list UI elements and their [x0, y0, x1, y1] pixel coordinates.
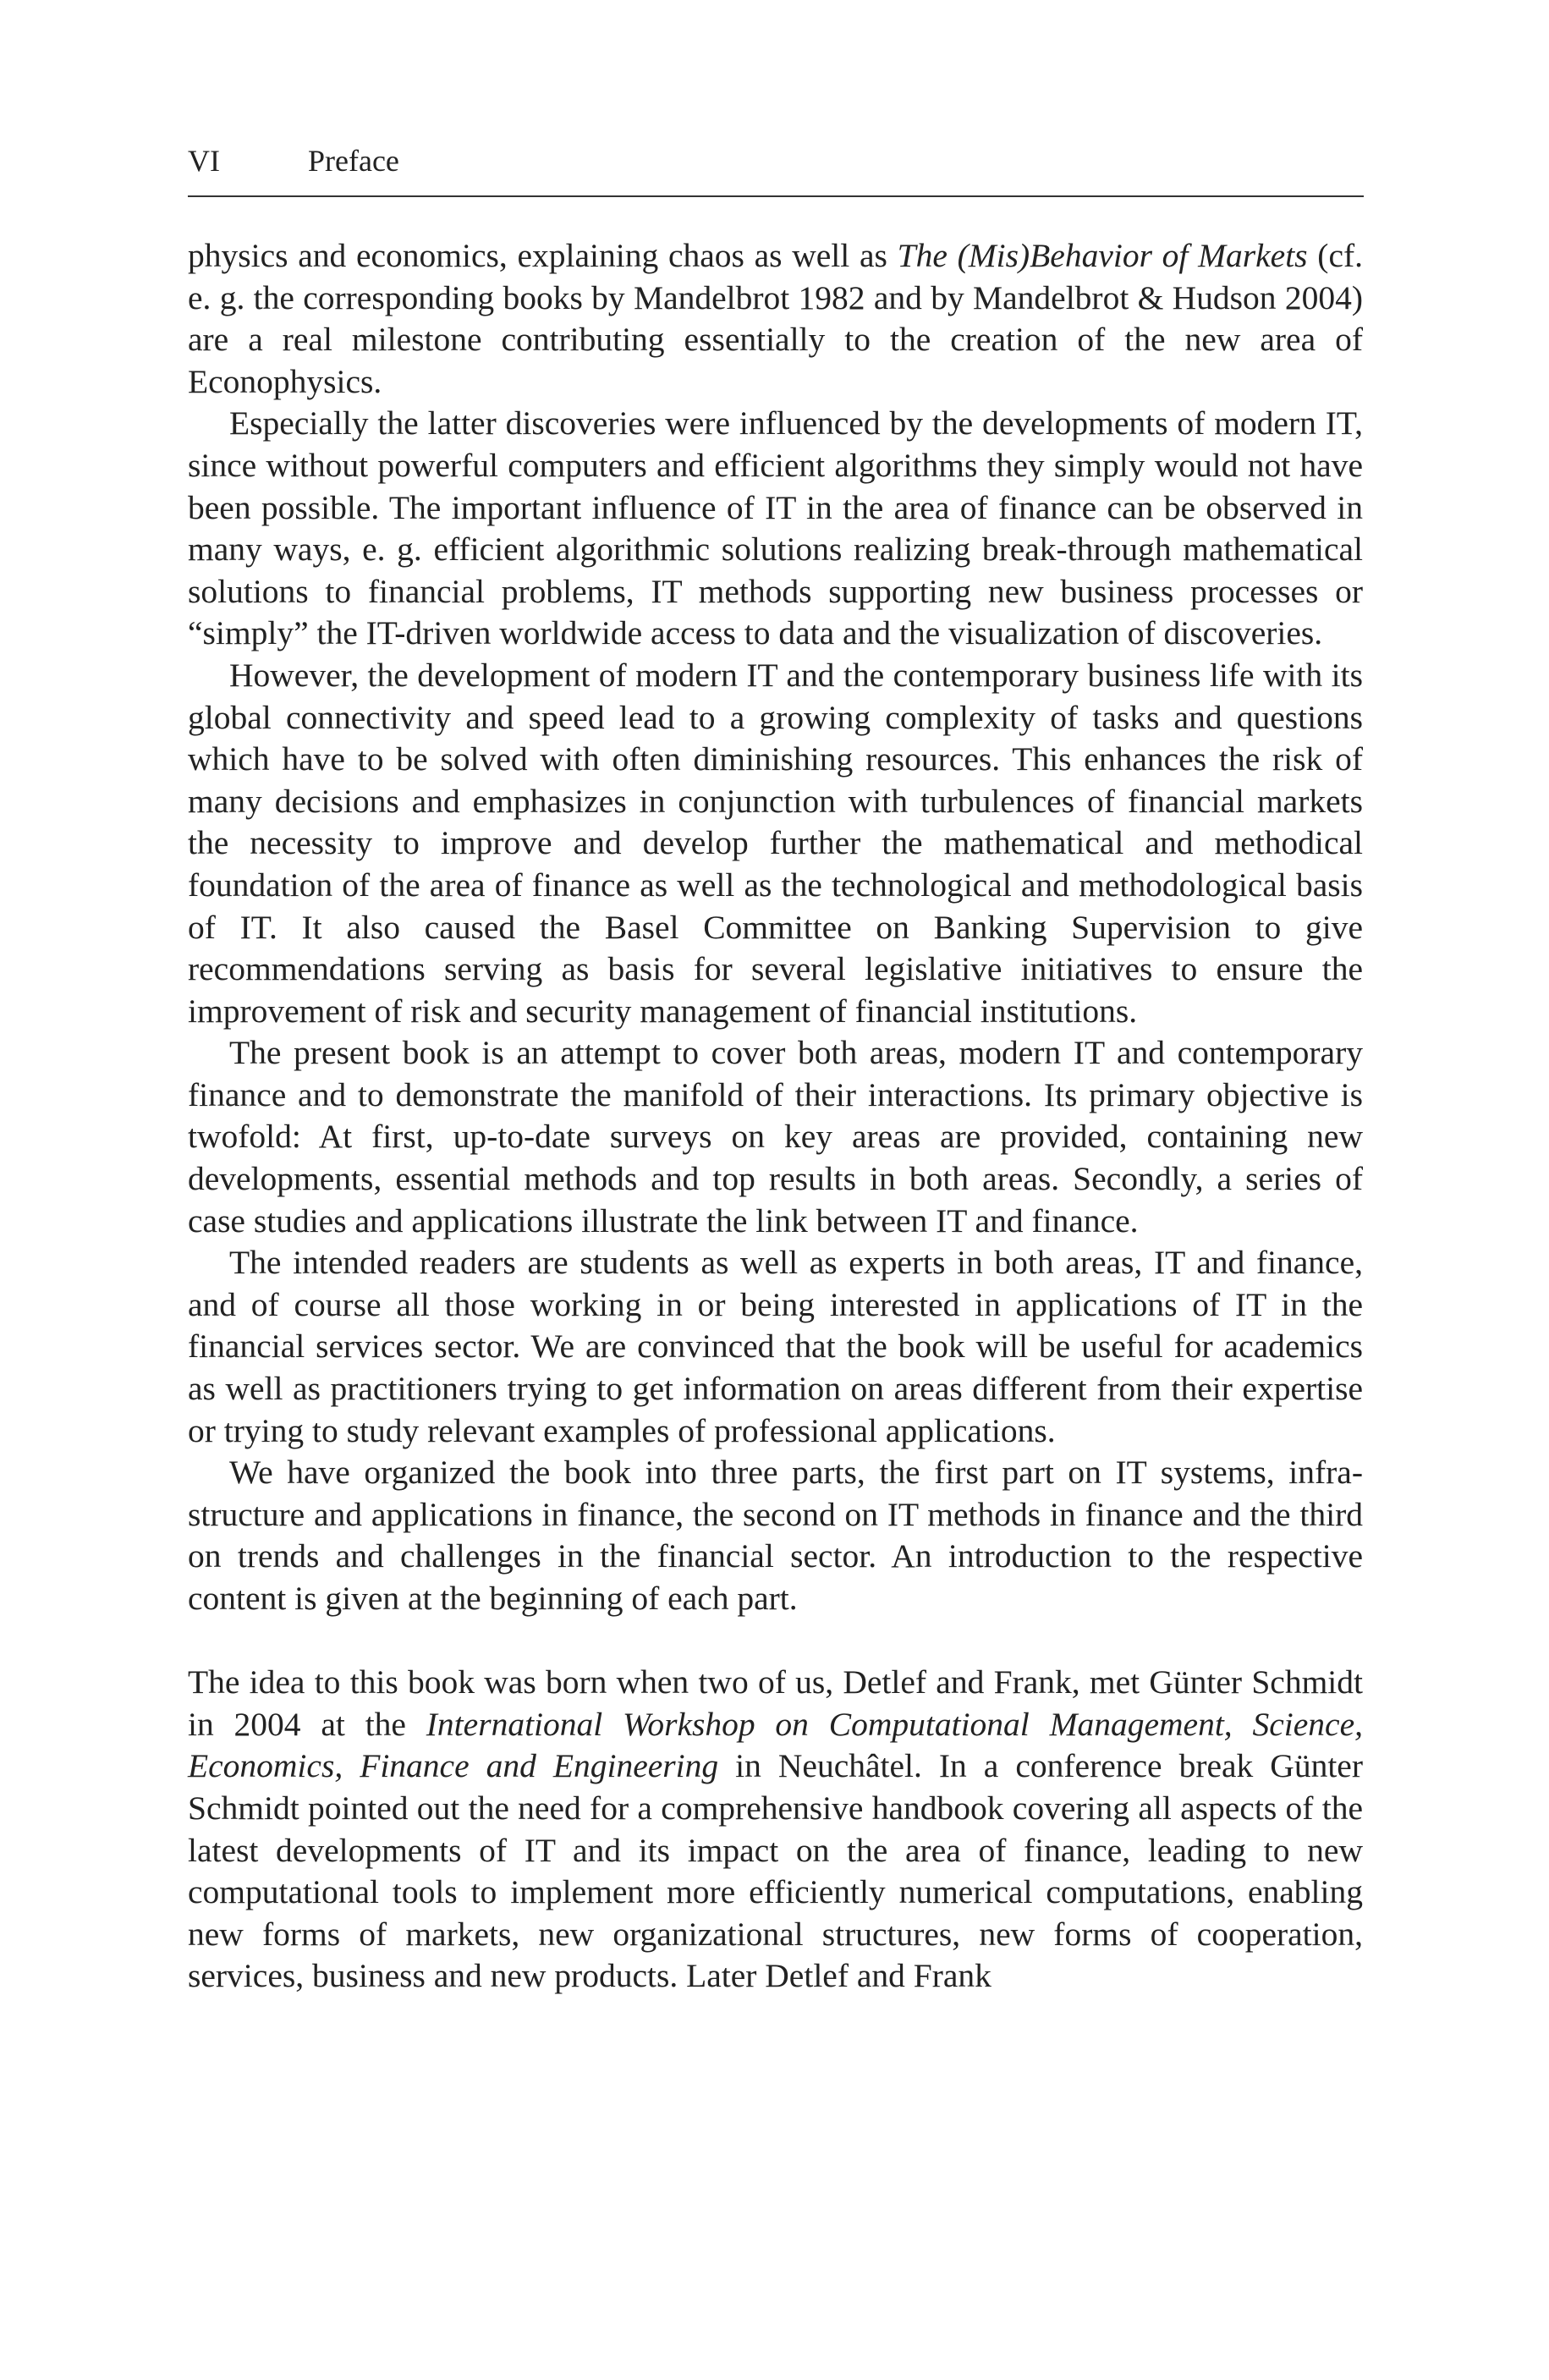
paragraph-6: We have organized the book into three parts, the first part on IT systems, infrastructure and applications in finance, the second on IT methods in finance and the third on trends and challenges in the financial sector. An introduction to the respective content is given at the beginning of each part.	[188, 1454, 1363, 1617]
running-header	[188, 140, 1364, 197]
book-title-italic: The (Mis)Behavior of Markets	[897, 237, 1308, 274]
paragraph-1	[188, 235, 1363, 403]
section-title: Preface	[308, 144, 399, 178]
paragraph-text: physics and economics, explaining chaos as well as	[188, 237, 898, 274]
page-number: VI	[188, 144, 220, 178]
paragraph-text: The idea to this book was born when two of us, Detlef and Frank, met Günter Schmidt in 2004 at the	[188, 1663, 1363, 1743]
paragraph-5: The intended readers are students as well as experts in both areas, IT and finance, and of course all those working in or being interested in applications of IT in the financial services sector. We are convinced that the book will be useful for academics as well as practitioners trying to get information on areas different from their expertise or trying to study relevant examples of professional applications.	[188, 1244, 1363, 1449]
paragraph-text: in Neuchâtel. In a conference break Günter Schmidt pointed out the need for a comprehensive handbook covering all aspects of the latest developments of IT and its impact on the area of finance, leading to new computational tools to implement more efficiently numerical computations, enabling new forms of markets, new organizational structures, new forms of cooperation, services, business and new products. Later Detlef and Frank	[188, 1747, 1363, 1995]
paragraph-7	[188, 1662, 1363, 1998]
paragraph-3: However, the development of modern IT and the contemporary business life with its global connectivity and speed lead to a growing complexity of tasks and questions which have to be solved with often diminishing resources. This enhances the risk of many decisions and emphasizes in conjunction with turbulences of financial markets the necessity to improve and develop further the mathematical and methodical foundation of the area of finance as well as the technological and methodological basis of IT. It also caused the Basel Committee on Banking Supervision to give recommendations serving as basis for several legislative initiatives to ensure the improvement of risk and security management of financial institutions.	[188, 656, 1363, 1030]
paragraph-text: (cf. e. g. the corresponding books by Mandelbrot 1982 and by Mandelbrot & Hudson 2004) are a real milestone contributing essentially to the creation of the new area of Econophysics.	[188, 237, 1364, 400]
body-text	[188, 235, 1363, 1998]
paragraph-2: Especially the latter discoveries were influenced by the developments of modern IT, since without powerful computers and efficient algorithms they simply would not have been possible. The important influence of IT in the area of finance can be observed in many ways, e. g. efficient algorithmic solutions realizing break-through mathematical solutions to financial problems, IT methods supporting new business processes or “simply” the IT-driven worldwide access to data and the visualization of discoveries.	[188, 404, 1363, 652]
paragraph-4: The present book is an attempt to cover both areas, modern IT and contemporary finance and to demonstrate the manifold of their interactions. Its primary objective is twofold: At first, up-to-date surveys on key areas are provided, containing new developments, essential methods and top results in both areas. Secondly, a series of case studies and applications illustrate the link between IT and finance.	[188, 1034, 1363, 1239]
workshop-title-italic: International Workshop on Computational Management, Science, Economics, Finance and Engineering	[188, 1705, 1363, 1785]
